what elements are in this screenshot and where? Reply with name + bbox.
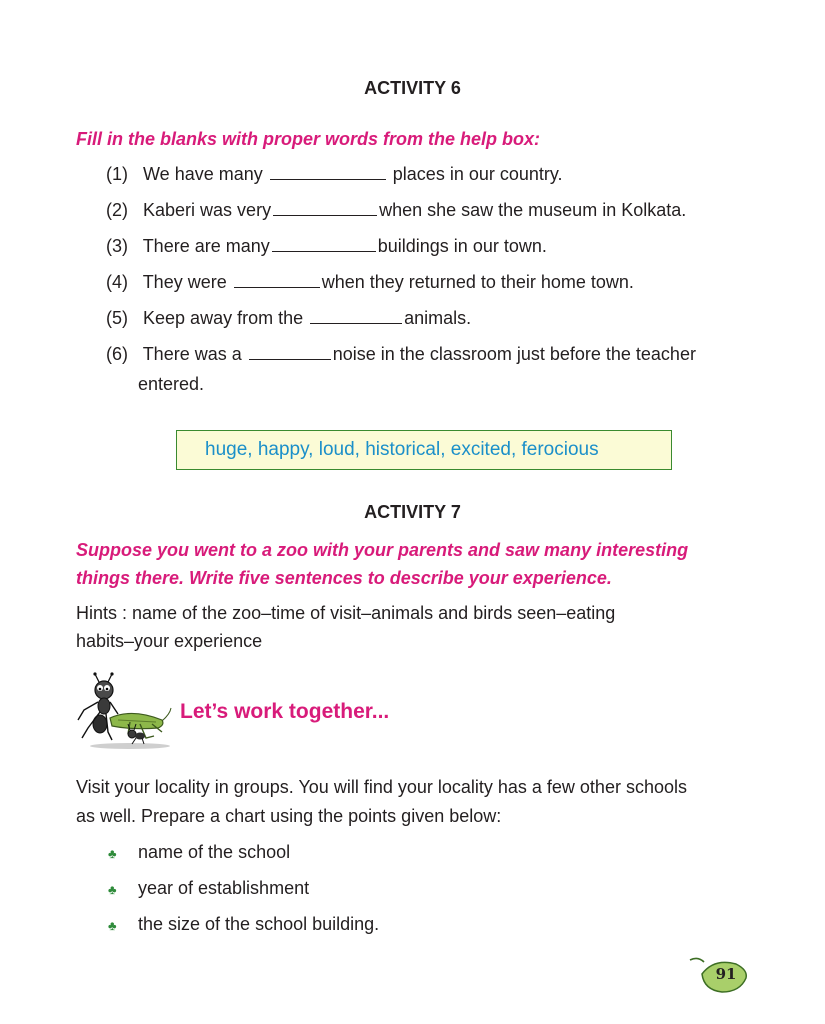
blank-3[interactable] (272, 233, 376, 252)
page-number-badge (684, 952, 750, 998)
group-work-para-line2: as well. Prepare a chart using the points given below: (76, 806, 502, 826)
blank-4[interactable] (234, 269, 320, 288)
blank-2[interactable] (273, 197, 377, 216)
ants-carrying-grasshopper-icon (70, 672, 174, 752)
bullet-item-1: ♣ name of the school (108, 838, 290, 868)
question-4: (4) They were when they returned to their home town. (106, 264, 634, 300)
question-6-continuation: entered. (138, 374, 205, 394)
page-number: 91 (715, 965, 737, 983)
question-5: (5) Keep away from the animals. (106, 300, 471, 336)
group-work-heading: Let’s work together... (180, 700, 390, 723)
question-1: (1) We have many places in our country. (106, 156, 563, 192)
activity7-instruction-line1: Suppose you went to a zoo with your parents and saw many interesting (76, 540, 689, 560)
help-box: huge, happy, loud, historical, excited, ferocious (176, 430, 672, 470)
club-bullet-icon: ♣ (108, 846, 117, 861)
bullet-item-3: ♣ the size of the school building. (108, 910, 379, 940)
activity6-instruction: Fill in the blanks with proper words from the help box: (76, 129, 541, 149)
bullet-item-2: ♣ year of establishment (108, 874, 309, 904)
club-bullet-icon: ♣ (108, 918, 117, 933)
activity7-hints-line1: Hints : name of the zoo–time of visit–animals and birds seen–eating (76, 603, 616, 623)
club-bullet-icon: ♣ (108, 882, 117, 897)
question-6: (6) There was a noise in the classroom just before the teacher (106, 336, 696, 372)
group-work-para-line1: Visit your locality in groups. You will find your locality has a few other schools (76, 777, 687, 797)
blank-1[interactable] (270, 161, 386, 180)
question-3: (3) There are many buildings in our town. (106, 228, 547, 264)
activity7-instruction-line2: things there. Write five sentences to describe your experience. (76, 568, 612, 588)
activity7-title: ACTIVITY 7 (364, 502, 461, 522)
question-2: (2) Kaberi was very when she saw the museum in Kolkata. (106, 192, 686, 228)
activity6-title: ACTIVITY 6 (364, 78, 461, 98)
blank-6[interactable] (249, 341, 331, 360)
blank-5[interactable] (310, 305, 402, 324)
activity7-hints-line2: habits–your experience (76, 631, 263, 651)
